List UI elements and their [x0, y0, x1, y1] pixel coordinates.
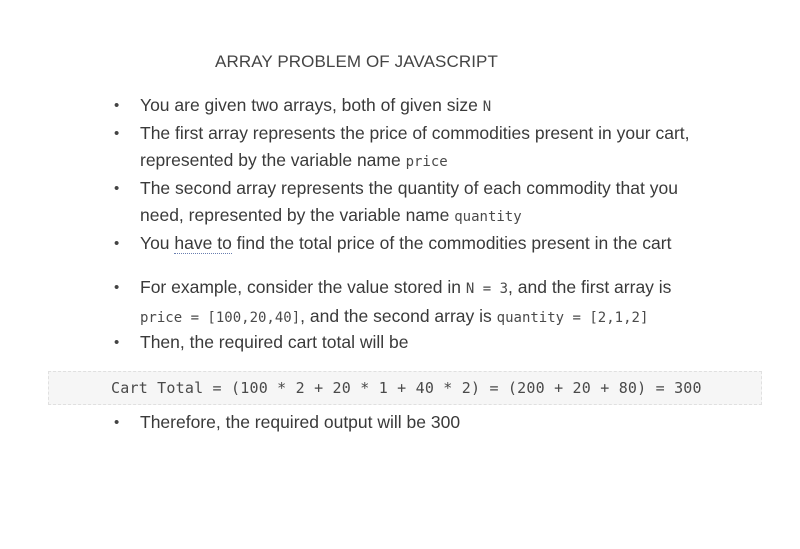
spellcheck-underlined-text[interactable]: have to [174, 233, 232, 253]
bullet-text: , and the first array is [508, 277, 672, 297]
page-title: ARRAY PROBLEM OF JAVASCRIPT [215, 52, 498, 71]
bullet-text-line1: The second array represents the quantity of each commodity that you [140, 178, 678, 198]
bullet-item-task [140, 230, 740, 257]
bullet-text: , and the second array is [300, 306, 497, 326]
inline-code-n: N [482, 99, 492, 115]
bullet-item-array-size [140, 92, 740, 121]
bullet-item-output [140, 409, 740, 436]
bullet-text: For example, consider the value stored in [140, 277, 466, 297]
inline-code-quantity-value: quantity = [2,1,2] [496, 310, 649, 326]
bullet-text: Then, the required cart total will be [140, 332, 409, 352]
bullet-text: You are given two arrays, both of given size [140, 95, 483, 115]
inline-code-price-value: price = [100,20,40] [140, 310, 301, 326]
bullet-text-line2: need, represented by the variable name [140, 205, 455, 225]
bullet-text-line1: The first array represents the price of commodities present in your cart, [140, 123, 690, 143]
bullet-item-example [140, 274, 740, 332]
inline-code-quantity: quantity [454, 209, 522, 225]
bullet-item-then [140, 329, 740, 356]
bullet-text-pre: You [140, 233, 175, 253]
inline-code-n-value: N = 3 [465, 281, 509, 297]
bullet-item-quantity-array [140, 175, 740, 231]
bullet-text: Therefore, the required output will be 300 [140, 412, 461, 432]
bullet-text-post: find the total price of the commodities present in the cart [231, 233, 672, 253]
code-block [48, 371, 762, 405]
code-block-text: Cart Total = (100 * 2 + 20 * 1 + 40 * 2) = (200 + 20 + 80) = 300 [111, 379, 702, 397]
inline-code-price: price [405, 154, 448, 170]
bullet-item-price-array [140, 120, 740, 176]
bullet-text-line2: represented by the variable name [140, 150, 406, 170]
